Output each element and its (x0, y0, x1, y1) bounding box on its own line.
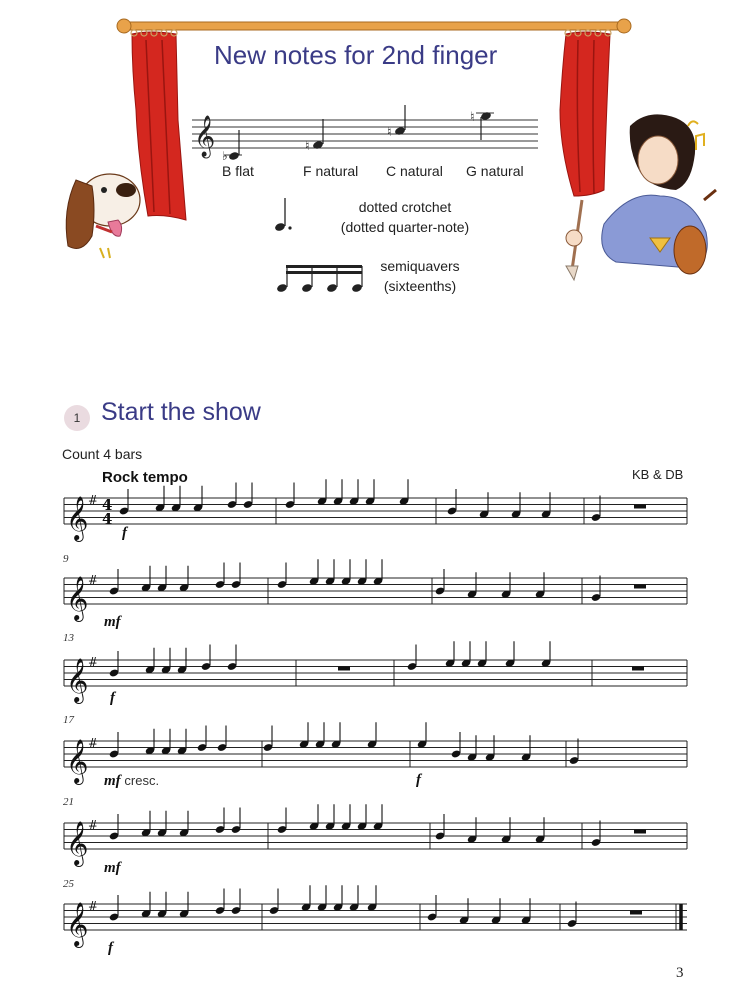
semiquavers-icon (276, 265, 363, 293)
whole-rest (630, 911, 642, 915)
whole-rest (338, 667, 350, 671)
note-label-g-natural: G natural (466, 163, 524, 179)
treble-clef-icon: 𝄞 (66, 902, 89, 946)
bar-number: 13 (63, 632, 74, 644)
page-title: New notes for 2nd finger (214, 40, 498, 70)
dynamic-mark: mf (104, 614, 121, 630)
dynamic-mark: mf (104, 860, 121, 876)
svg-text:♭: ♭ (222, 149, 228, 163)
note-label-b-flat: B flat (222, 163, 254, 179)
semiquavers-label (370, 256, 470, 296)
dynamic-mark: f (122, 525, 127, 541)
page-number: 3 (676, 965, 684, 981)
treble-clef-icon: 𝄞 (194, 116, 216, 157)
whole-rest (634, 505, 646, 509)
whole-rest (634, 830, 646, 834)
note-label-c-natural: C natural (386, 163, 443, 179)
time-signature: 4 (102, 510, 113, 528)
bar-number: 17 (63, 714, 74, 726)
new-notes-staff (192, 120, 538, 148)
key-signature-sharp: # (88, 655, 99, 669)
treble-clef-icon: 𝄞 (66, 496, 89, 540)
treble-clef-icon: 𝄞 (66, 576, 89, 620)
dynamic-mark: f (108, 940, 113, 956)
dynamic-mf: mf (104, 773, 121, 789)
note-c-natural (387, 105, 406, 140)
dotted-crotchet-icon (274, 198, 292, 232)
svg-text:♮: ♮ (387, 125, 392, 140)
dotted-crotchet-name: dotted crotchet (358, 199, 452, 215)
dotted-crotchet-label (320, 197, 490, 237)
dynamic-mark (104, 773, 159, 790)
treble-clef-icon: 𝄞 (66, 739, 89, 783)
key-signature-sharp: # (88, 573, 99, 587)
dynamic-mark: f (416, 772, 421, 788)
treble-clef-icon: 𝄞 (66, 821, 89, 865)
tempo-marking: Rock tempo (102, 469, 188, 486)
note-f-natural (305, 119, 324, 154)
treble-clef-icon: 𝄞 (66, 658, 89, 702)
whole-rest (634, 585, 646, 589)
dynamic-cresc: cresc. (124, 773, 160, 788)
svg-text:♮: ♮ (470, 110, 475, 125)
bar-number: 9 (63, 553, 69, 565)
svg-text:♮: ♮ (305, 139, 310, 154)
key-signature-sharp: # (88, 736, 99, 750)
note-b-flat (222, 130, 242, 163)
semiquavers-alt: (sixteenths) (383, 278, 457, 294)
dynamic-mark: f (110, 690, 115, 706)
whole-rest (632, 667, 644, 671)
key-signature-sharp: # (88, 899, 99, 913)
key-signature-sharp: # (88, 493, 99, 507)
note-g-natural (470, 110, 494, 140)
piece-title: Start the show (101, 398, 261, 426)
count-in: Count 4 bars (62, 446, 143, 462)
composer-credit: KB & DB (632, 467, 684, 482)
note-label-f-natural: F natural (303, 163, 359, 179)
piece-number: 1 (64, 405, 90, 431)
dotted-crotchet-alt: (dotted quarter-note) (340, 219, 470, 235)
time-signature: 4 (102, 496, 113, 514)
bar-number: 21 (63, 796, 74, 808)
dog-illustration (66, 174, 140, 258)
key-signature-sharp: # (88, 818, 99, 832)
score (64, 479, 687, 948)
bar-number: 25 (63, 878, 74, 890)
semiquavers-name: semiquavers (380, 258, 460, 274)
